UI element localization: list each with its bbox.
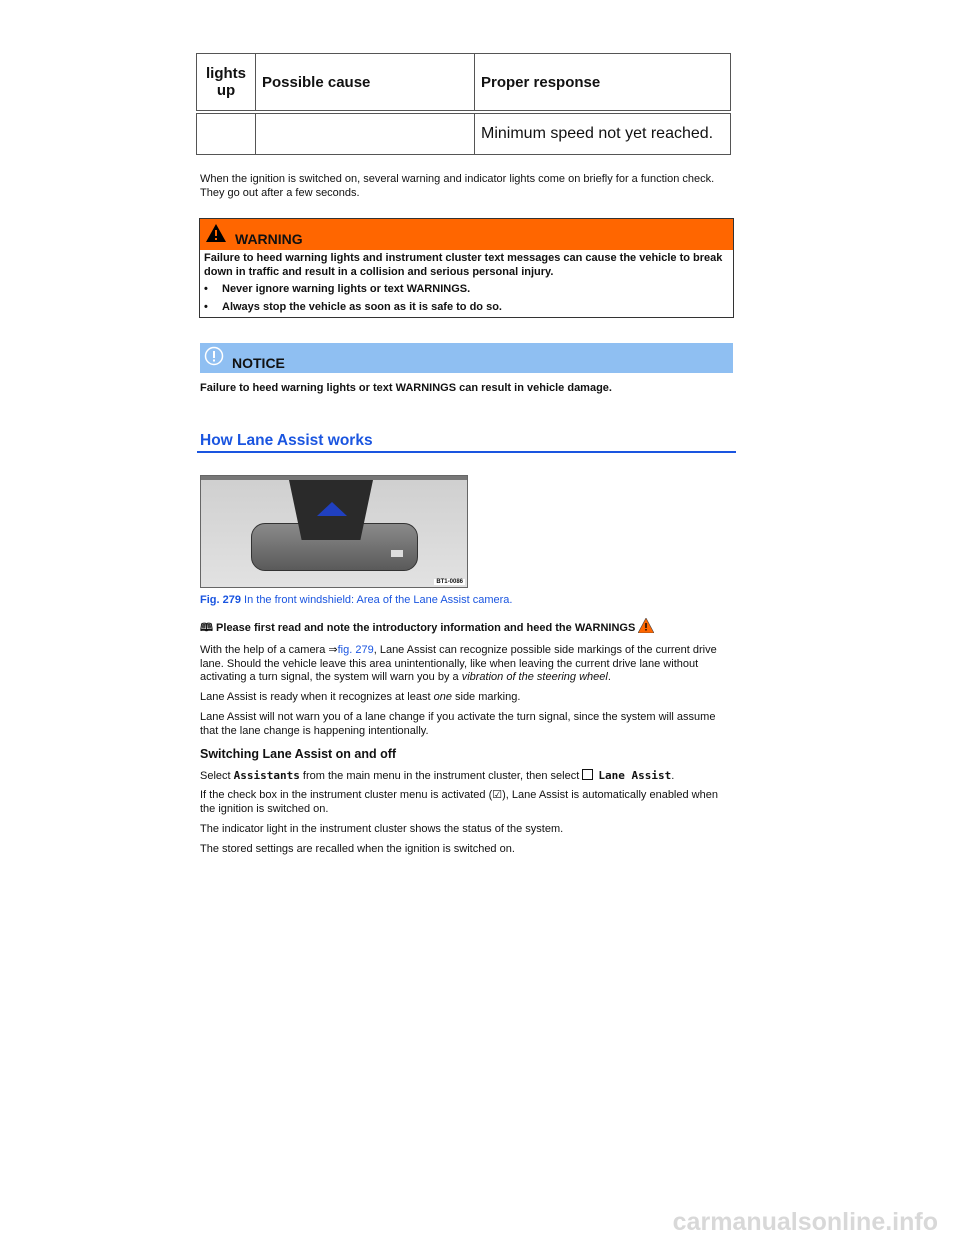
para-stored: The stored settings are recalled when the ignition is switched on. — [200, 843, 515, 855]
para-select — [200, 769, 735, 784]
notice-title: NOTICE — [232, 355, 285, 371]
section-rule — [197, 451, 736, 453]
fig-link[interactable]: fig. 279 — [337, 644, 374, 656]
camera-indicator-icon — [317, 502, 347, 516]
figure-label: Fig. 279 — [200, 594, 241, 606]
warning-triangle-icon — [205, 223, 227, 243]
t: With the help of a camera ⇒ — [200, 644, 338, 656]
t: ), Lane Assist is automatically enabled when the ignition is switched on. — [200, 789, 718, 815]
para-ready — [200, 691, 735, 705]
header-lights-up: lights up — [197, 54, 256, 113]
para-turn-signal: Lane Assist will not warn you of a lane change if you activate the turn signal, since the system will assume that the lane change is happening intentionally. — [200, 711, 716, 737]
t: Select — [200, 770, 234, 782]
t: Lane Assist is ready when it recognizes at least — [200, 691, 434, 703]
cell — [197, 112, 256, 155]
book-icon: 🕮 — [200, 622, 213, 634]
warning-item: • Always stop the vehicle as soon as it is safe to do so. — [204, 301, 729, 315]
t: one — [433, 691, 452, 703]
t: If the check box in the instrument cluster menu is activated ( — [200, 789, 493, 801]
checked-checkbox-icon: ☑ — [492, 789, 503, 801]
t: . — [671, 770, 675, 782]
read-first-text: Please first read and note the introductory information and heed the WARNINGS — [216, 622, 636, 634]
para-indicator: The indicator light in the instrument cluster shows the status of the system. — [200, 823, 564, 835]
warning-item: • Never ignore warning lights or text WARNINGS. — [204, 283, 729, 297]
t: , Lane Assist can recognize possible side markings of the current drive lane. Should the vehicle leave this area unintentionally, like when leaving the current drive lane without activating a turn signal, the system will warn you by a — [200, 644, 717, 683]
para-camera — [200, 644, 735, 685]
t: . — [607, 671, 611, 683]
cell: Minimum speed not yet reached. — [475, 112, 731, 155]
notice-icon — [204, 346, 224, 366]
intro-text: When the ignition is switched on, several warning and indicator lights come on briefly for a function check. They go out after a few seconds. — [200, 173, 715, 199]
section-title: How Lane Assist works — [200, 432, 373, 449]
subheading: Switching Lane Assist on and off — [200, 747, 397, 761]
header-cause: Possible cause — [256, 54, 475, 113]
figure-caption — [200, 594, 735, 608]
warning-title: WARNING — [235, 231, 303, 247]
warning-box — [199, 218, 734, 318]
t: from the main menu in the instrument cluster, then select — [299, 770, 583, 782]
checkbox-icon — [582, 769, 593, 780]
indicator-table — [196, 53, 731, 155]
read-first — [200, 618, 735, 636]
t: vibration of the steering wheel — [461, 671, 608, 683]
warning-triangle-icon — [638, 618, 654, 633]
warning-text: Failure to heed warning lights and instrument cluster text messages can cause the vehicle to break down in traffic and result in a collision and serious personal injury. — [204, 252, 723, 278]
header-response: Proper response — [475, 54, 731, 113]
figure-code: BT1-0086 — [436, 579, 463, 585]
para-checkbox — [200, 789, 735, 816]
menu-item: Lane Assist — [598, 769, 672, 782]
menu-name: Assistants — [233, 769, 300, 782]
watermark: carmanualsonline.info — [672, 1208, 938, 1236]
t: side marking. — [451, 691, 521, 703]
caption-text: In the front windshield: Area of the Lane Assist camera. — [244, 594, 513, 606]
cell — [256, 112, 475, 155]
figure-image — [200, 475, 468, 588]
notice-text: Failure to heed warning lights or text WARNINGS can result in vehicle damage. — [200, 382, 612, 394]
notice-box — [200, 343, 733, 373]
